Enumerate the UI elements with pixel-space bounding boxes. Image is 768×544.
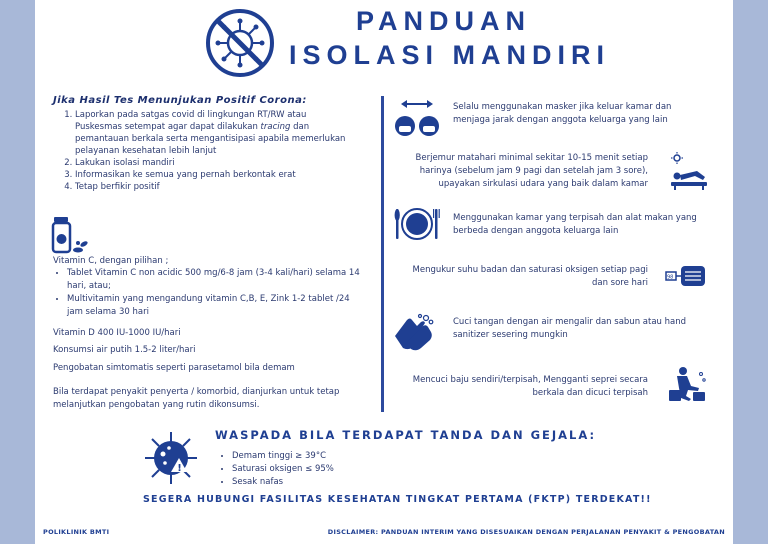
vitamin-d-text: Vitamin D 400 IU-1000 IU/hari bbox=[53, 328, 181, 338]
sunbathing-person-icon bbox=[669, 152, 709, 192]
distance-arrow-icon bbox=[401, 99, 433, 109]
symptom-list bbox=[218, 450, 334, 489]
symptom-item: • Saturasi oksigen ≤ 95% bbox=[232, 463, 334, 476]
positive-test-heading: Jika Hasil Tes Menunjukan Positif Corona: bbox=[53, 95, 307, 106]
mask-text: Selalu menggunakan masker jika keluar kamar dan menjaga jarak dengan anggota keluarga yang lain bbox=[453, 102, 672, 125]
step-item: 1. Laporkan pada satgas covid di lingkungan RT/RW atau Puskesmas setempat agar dapat dilakukan tracing dan pemantauan berkala serta mengantisipasi apabila memerlukan pelayanan kesehatan lebih lanjut bbox=[75, 109, 353, 157]
vitamin-bottle-icon bbox=[51, 215, 91, 255]
svg-text:!: ! bbox=[177, 463, 182, 474]
warning-heading: WASPADA BILA TERDAPAT TANDA DAN GEJALA: bbox=[215, 428, 597, 442]
symptom-item: • Sesak nafas bbox=[232, 476, 334, 489]
title-line-2: ISOLASI MANDIRI bbox=[289, 40, 611, 70]
no-virus-icon bbox=[205, 8, 275, 78]
step-item: 3. Informasikan ke semua yang pernah berkontak erat bbox=[75, 169, 353, 181]
measure-text: Mengukur suhu badan dan saturasi oksigen setiap pagi dan sore hari bbox=[412, 265, 648, 288]
vitamin-c-intro: Vitamin C, dengan pilihan ; bbox=[53, 256, 169, 266]
mask-faces-icon bbox=[395, 115, 439, 137]
wash-hands-text: Cuci tangan dengan air mengalir dan sabun atau hand sanitizer sesering mungkin bbox=[453, 317, 686, 340]
contact-fktp-callout: SEGERA HUBUNGI FASILITAS KESEHATAN TINGKAT PERTAMA (FKTP) TERDEKAT!! bbox=[143, 494, 652, 505]
vitamin-option: • Multivitamin yang mengandung vitamin C,B, E, Zink 1-2 tablet /24 jam selama 30 hari bbox=[67, 293, 367, 319]
separate-room-text: Menggunakan kamar yang terpisah dan alat makan yang berbeda dengan anggota keluarga lain bbox=[453, 213, 697, 236]
symptom-item: • Demam tinggi ≥ 39°C bbox=[232, 450, 334, 463]
virus-warning-icon bbox=[143, 430, 199, 486]
comorbid-text: Bila terdapat penyakit penyerta / komorbid, dianjurkan untuk tetap melanjutkan pengobatan yang rutin dikonsumsi. bbox=[53, 387, 340, 410]
svg-text:98: 98 bbox=[667, 274, 674, 281]
poster bbox=[35, 0, 733, 544]
footer-disclaimer: DISCLAIMER: PANDUAN INTERIM YANG DISESUAIKAN DENGAN PERJALANAN PENYAKIT & PENGOBATAN bbox=[327, 528, 725, 536]
column-divider bbox=[381, 96, 384, 412]
vitamin-option: • Tablet Vitamin C non acidic 500 mg/6-8 jam (3-4 kali/hari) selama 14 hari, atau; bbox=[67, 267, 367, 293]
step-item: 4. Tetap berfikir positif bbox=[75, 181, 353, 193]
step-item: 2. Lakukan isolasi mandiri bbox=[75, 157, 353, 169]
water-text: Konsumsi air putih 1.5-2 liter/hari bbox=[53, 345, 196, 355]
symptomatic-text: Pengobatan simtomatis seperti parasetamol bila demam bbox=[53, 363, 295, 373]
vitamin-options bbox=[53, 267, 367, 319]
title-line-1: PANDUAN bbox=[356, 6, 531, 36]
sunbathe-text: Berjemur matahari minimal sekitar 10-15 menit setiap harinya (sebelum jam 9 pagi dan setelah jam 3 sore), upayakan sirkulasi udara yang baik dalam kamar bbox=[415, 153, 648, 189]
laundry-person-icon bbox=[667, 366, 707, 402]
laundry-text: Mencuci baju sendiri/terpisah, Mengganti seprei secara berkala dan dicuci terpisah bbox=[412, 375, 648, 398]
plate-cutlery-icon bbox=[393, 207, 441, 241]
footer-clinic-name: POLIKLINIK BMTI bbox=[43, 528, 110, 536]
handwash-icon bbox=[393, 312, 435, 352]
oximeter-icon bbox=[665, 262, 709, 290]
action-steps bbox=[57, 109, 353, 193]
